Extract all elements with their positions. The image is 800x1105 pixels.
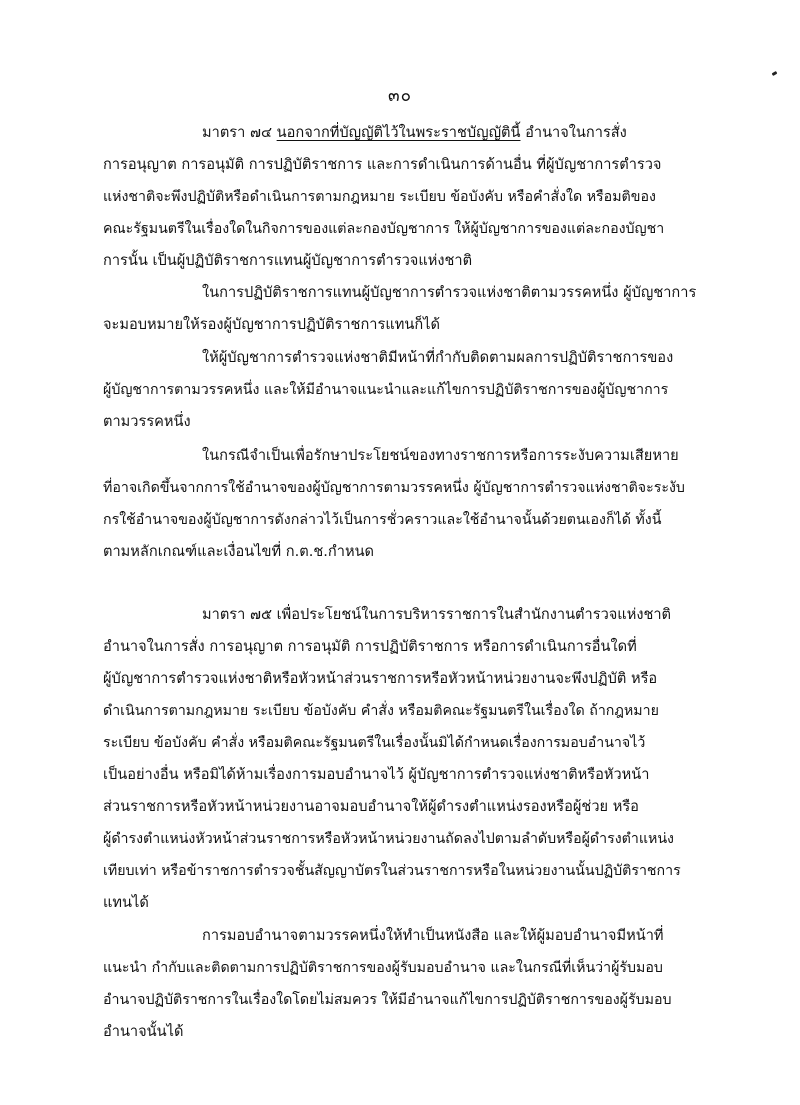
section-75-para-2-line-3: อำนาจปฏิบัติราชการในเรื่องใดโดยไม่สมควร ให้มีอำนาจแก้ไขการปฏิบัติราชการของผู้รับมอบ <box>103 992 672 1008</box>
section-74-line-1 <box>202 123 627 143</box>
section-75-line-3: ผู้บัญชาการตำรวจแห่งชาติหรือหัวหน้าส่วนราชการหรือหัวหน้าหน่วยงานจะพึงปฏิบัติ หรือ <box>103 670 658 687</box>
scan-speck-mark <box>772 71 778 76</box>
section-75-para-2-line-4: อำนาจนั้นได้ <box>103 1023 184 1040</box>
section-75-para-2-line-2: แนะนำ กำกับและติดตามการปฏิบัติราชการของผู้รับมอบอำนาจ และในกรณีที่เห็นว่าผู้รับมอบ <box>103 960 663 976</box>
section-74-para-4-line-2: ที่อาจเกิดขึ้นจากการใช้อำนาจของผู้บัญชาการตามวรรคหนึ่ง ผู้บัญชาการตำรวจแห่งชาติจะระงับ <box>103 480 685 496</box>
section-75-line-4: ดำเนินการตามกฎหมาย ระเบียบ ข้อบังคับ คำสั่ง หรือมติคณะรัฐมนตรีในเรื่องใด ถ้ากฎหมาย <box>103 703 659 719</box>
section-74-line-1-tail: อำนาจในการสั่ง <box>520 124 627 141</box>
section-74-para-3-line-2: ผู้บัญชาการตามวรรคหนึ่ง และให้มีอำนาจแนะนำและแก้ไขการปฏิบัติราชการของผู้บัญชาการ <box>103 382 669 398</box>
section-74-para-4-line-4: ตามหลักเกณฑ์และเงื่อนไขที่ ก.ต.ช.กำหนด <box>103 543 375 560</box>
section-74-line-5: การนั้น เป็นผู้ปฏิบัติราชการแทนผู้บัญชาการตำรวจแห่งชาติ <box>103 252 473 269</box>
section-75-line-1: มาตรา ๗๕ เพื่อประโยชน์ในการบริหารราชการในสำนักงานตำรวจแห่งชาติ <box>202 606 672 623</box>
section-75-para-2-line-1: การมอบอำนาจตามวรรคหนึ่งให้ทำเป็นหนังสือ และให้ผู้มอบอำนาจมีหน้าที่ <box>202 927 664 944</box>
section-74-para-2-line-2: จะมอบหมายให้รองผู้บัญชาการปฏิบัติราชการแทนก็ได้ <box>103 316 440 333</box>
section-74-heading: มาตรา ๗๔ <box>202 124 277 141</box>
section-74-para-4-line-3: กรใช้อำนาจของผู้บัญชาการดังกล่าวไว้เป็นการชั่วคราวและใช้อำนาจนั้นด้วยตนเองก็ได้ ทั้งนี้ <box>103 512 662 528</box>
section-75-line-9: เทียบเท่า หรือข้าราชการตำรวจชั้นสัญญาบัตรในส่วนราชการหรือในหน่วยงานนั้นปฏิบัติราชการ <box>103 863 681 879</box>
section-74-underlined-amendment: นอกจากที่บัญญัติไว้ในพระราชบัญญัตินี้ <box>276 124 521 141</box>
section-75-line-8: ผู้ดำรงตำแหน่งหัวหน้าส่วนราชการหรือหัวหน้าหน่วยงานถัดลงไปตามลำดับหรือผู้ดำรงตำแหน่ง <box>103 831 674 847</box>
section-74-para-2-line-1: ในการปฏิบัติราชการแทนผู้บัญชาการตำรวจแห่งชาติตามวรรคหนึ่ง ผู้บัญชาการ <box>202 284 697 301</box>
section-74-para-4-line-1: ในกรณีจำเป็นเพื่อรักษาประโยชน์ของทางราชการหรือการระงับความเสียหาย <box>202 447 679 464</box>
section-74-line-3: แห่งชาติจะพึงปฏิบัติหรือดำเนินการตามกฎหมาย ระเบียบ ข้อบังคับ หรือคำสั่งใด หรือมติของ <box>103 189 656 205</box>
section-75-line-2: อำนาจในการสั่ง การอนุญาต การอนุมัติ การปฏิบัติราชการ หรือการดำเนินการอื่นใดที่ <box>103 638 637 655</box>
section-75-line-7: ส่วนราชการหรือหัวหน้าหน่วยงานอาจมอบอำนาจให้ผู้ดำรงตำแหน่งรองหรือผู้ช่วย หรือ <box>103 798 639 815</box>
page-number: ๓๐ <box>388 86 412 106</box>
section-75-line-5: ระเบียบ ข้อบังคับ คำสั่ง หรือมติคณะรัฐมนตรีในเรื่องนั้นมิได้กำหนดเรื่องการมอบอำนาจไว้ <box>103 735 646 751</box>
section-74-para-3-line-1: ให้ผู้บัญชาการตำรวจแห่งชาติมีหน้าที่กำกับติดตามผลการปฏิบัติราชการของ <box>202 349 674 366</box>
section-74-line-4: คณะรัฐมนตรีในเรื่องใดในกิจการของแต่ละกองบัญชาการ ให้ผู้บัญชาการของแต่ละกองบัญชา <box>103 221 665 237</box>
section-74-para-3-line-3: ตามวรรคหนึ่ง <box>103 413 191 430</box>
section-75-line-10: แทนได้ <box>103 894 149 911</box>
section-75-line-6: เป็นอย่างอื่น หรือมิได้ห้ามเรื่องการมอบอำนาจไว้ ผู้บัญชาการตำรวจแห่งชาติหรือหัวหน้า <box>103 766 650 783</box>
section-74-line-2: การอนุญาต การอนุมัติ การปฏิบัติราชการ และการดำเนินการด้านอื่น ที่ผู้บัญชาการตำรวจ <box>103 156 662 173</box>
